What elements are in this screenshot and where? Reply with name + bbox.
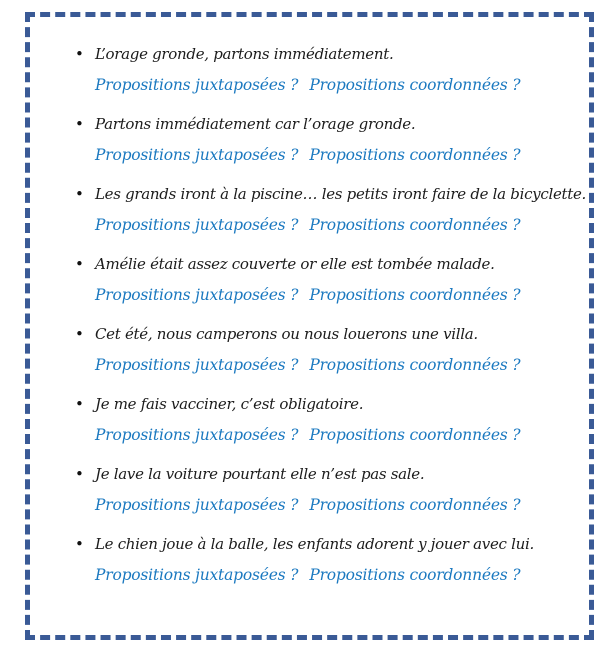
sentence-text: Le chien joue à la balle, les enfants adorent y jouer avec lui. bbox=[95, 535, 534, 553]
sentence-row bbox=[75, 322, 581, 346]
option-juxtaposed[interactable]: Propositions juxtaposées ? bbox=[95, 426, 299, 444]
options-row bbox=[75, 211, 581, 239]
sentence-row bbox=[75, 462, 581, 486]
bullet-dot-icon: • bbox=[75, 45, 84, 63]
options-row bbox=[75, 351, 581, 379]
option-juxtaposed[interactable]: Propositions juxtaposées ? bbox=[95, 566, 299, 584]
options-row bbox=[75, 281, 581, 309]
bullet-dot-icon: • bbox=[75, 395, 84, 413]
option-coordinated[interactable]: Propositions coordonnées ? bbox=[309, 566, 521, 584]
exercise-item bbox=[75, 462, 581, 519]
option-coordinated[interactable]: Propositions coordonnées ? bbox=[309, 496, 521, 514]
option-coordinated[interactable]: Propositions coordonnées ? bbox=[309, 286, 521, 304]
sentence-row bbox=[75, 182, 587, 206]
bullet-dot-icon: • bbox=[75, 535, 84, 553]
sentence-text: Cet été, nous camperons ou nous louerons une villa. bbox=[95, 325, 478, 343]
sentence-text: Je me fais vacciner, c’est obligatoire. bbox=[95, 395, 364, 413]
exercise-list bbox=[75, 42, 587, 602]
sentence-text: Partons immédiatement car l’orage gronde. bbox=[95, 115, 416, 133]
option-coordinated[interactable]: Propositions coordonnées ? bbox=[309, 426, 521, 444]
sentence-row bbox=[75, 112, 581, 136]
option-juxtaposed[interactable]: Propositions juxtaposées ? bbox=[95, 356, 299, 374]
option-coordinated[interactable]: Propositions coordonnées ? bbox=[309, 76, 521, 94]
options-row bbox=[75, 421, 581, 449]
exercise-item bbox=[75, 322, 581, 379]
sentence-row bbox=[75, 532, 581, 556]
exercise-item bbox=[75, 182, 587, 239]
bullet-dot-icon: • bbox=[75, 115, 84, 133]
option-juxtaposed[interactable]: Propositions juxtaposées ? bbox=[95, 146, 299, 164]
bullet-dot-icon: • bbox=[75, 185, 84, 203]
bullet-dot-icon: • bbox=[75, 325, 84, 343]
exercise-item bbox=[75, 42, 581, 99]
exercise-item bbox=[75, 112, 581, 169]
options-row bbox=[75, 491, 581, 519]
options-row bbox=[75, 561, 581, 589]
exercise-item bbox=[75, 532, 581, 589]
sentence-text: Je lave la voiture pourtant elle n’est pas sale. bbox=[95, 465, 425, 483]
bullet-dot-icon: • bbox=[75, 465, 84, 483]
sentence-text: L’orage gronde, partons immédiatement. bbox=[95, 45, 394, 63]
option-juxtaposed[interactable]: Propositions juxtaposées ? bbox=[95, 76, 299, 94]
options-row bbox=[75, 71, 581, 99]
bullet-dot-icon: • bbox=[75, 255, 84, 273]
option-juxtaposed[interactable]: Propositions juxtaposées ? bbox=[95, 286, 299, 304]
sentence-row bbox=[75, 392, 581, 416]
sentence-row bbox=[75, 252, 581, 276]
option-juxtaposed[interactable]: Propositions juxtaposées ? bbox=[95, 496, 299, 514]
option-coordinated[interactable]: Propositions coordonnées ? bbox=[309, 146, 521, 164]
option-coordinated[interactable]: Propositions coordonnées ? bbox=[309, 356, 521, 374]
exercise-item bbox=[75, 252, 581, 309]
exercise-item bbox=[75, 392, 581, 449]
sentence-text: Amélie était assez couverte or elle est tombée malade. bbox=[95, 255, 495, 273]
sentence-row bbox=[75, 42, 581, 66]
option-coordinated[interactable]: Propositions coordonnées ? bbox=[309, 216, 521, 234]
sentence-text: Les grands iront à la piscine… les petits iront faire de la bicyclette. bbox=[95, 185, 587, 203]
options-row bbox=[75, 141, 581, 169]
option-juxtaposed[interactable]: Propositions juxtaposées ? bbox=[95, 216, 299, 234]
